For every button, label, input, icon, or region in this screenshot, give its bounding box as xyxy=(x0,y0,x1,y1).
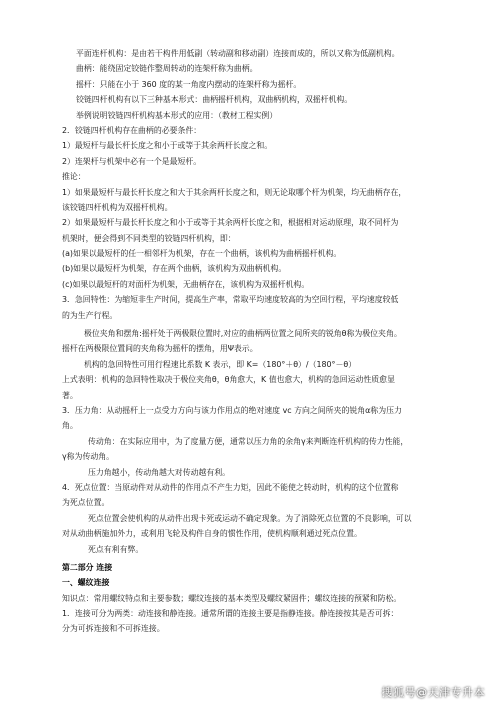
text-line: γ称为传动角。 xyxy=(62,452,115,462)
text-line: 该铰链四杆机构为双摇杆机构。 xyxy=(62,202,173,212)
text-line: 举例说明铰链四杆机构基本形式的应用：（教材工程实例） xyxy=(76,110,278,120)
text-line: 3．急回特性：为缩短非生产时间，提高生产率，常取平均速度较高的为空回行程，平均速度较低 xyxy=(62,295,399,305)
text-line: 3．压力角：从动摇杆上一点受力方向与该力作用点的绝对速度 vc 方向之间所夹的锐角α称为压力 xyxy=(62,405,402,415)
text-line: 死点有利有弊。 xyxy=(88,544,144,554)
text-line: 平面连杆机构：是由若干构件用低副（转动副和移动副）连接而成的，所以又称为低副机构。 xyxy=(76,49,400,58)
text-line: 死点位置会使机构的从动件出现卡死或运动不确定现象。为了消除死点位置的不良影响，可以 xyxy=(88,513,412,523)
text-line: 推论： xyxy=(62,172,86,182)
text-line: 摇杆在两极限位置间的夹角称为摇杆的摆角，用Ψ表示。 xyxy=(62,344,258,354)
text-line: 1）如果最短杆与最长杆长度之和大于其余两杆长度之和，则无论取哪个杆为机架，均无曲柄存在， xyxy=(62,187,407,197)
text-line: 铰链四杆机构有以下三种基本形式：曲柄摇杆机构，双曲柄机构，双摇杆机构。 xyxy=(76,95,353,105)
text-line: 传动角：在实际应用中，为了度量方便，通常以压力角的余角γ来判断连杆机构的传力性能， xyxy=(88,436,409,446)
text-line: 2）如果最短杆与最长杆长度之和小于或等于其余两杆长度之和，根据相对运动原理，取不同杆为 xyxy=(62,218,399,228)
text-line: 机架时，便会得到不同类型的铰链四杆机构，即： xyxy=(62,233,236,243)
section-heading: 第二部分 连接 xyxy=(62,562,113,572)
text-line: 上式表明：机构的急回特性取决于极位夹角θ，θ角愈大，K 值也愈大，机构的急回运动性质愈显 xyxy=(62,375,395,385)
text-line: 摇杆：只能在小于 360 度的某一角度内摆动的连架杆称为摇杆。 xyxy=(76,79,302,89)
text-line: 对从动曲柄施加外力，或利用飞轮及构件自身的惯性作用，使机构顺利通过死点位置。 xyxy=(62,529,362,539)
text-line: 的为生产行程。 xyxy=(62,310,118,320)
text-line: 2）连架杆与机架中必有一个是最短杆。 xyxy=(62,156,202,166)
text-line: 知识点：常用螺纹特点和主要参数；螺纹连接的基本类型及螺纹紧固件；螺纹连接的预紧和防松。 xyxy=(62,593,402,603)
subsection-heading: 一、螺纹连接 xyxy=(62,578,110,588)
text-line: 著。 xyxy=(62,390,78,400)
text-line: 极位夹角和摆角:摇杆处于两极限位置时,对应的曲柄两位置之间所夹的锐角θ称为极位夹角。 xyxy=(84,329,402,339)
text-line: 分为可拆连接和不可拆连接。 xyxy=(62,624,165,634)
text-line: 压力角越小，传动角越大对传动越有利。 xyxy=(88,467,231,477)
text-line: 机构的急回特性可用行程速比系数 K 表示，即 K=（180°＋θ）/（180°－θ） xyxy=(84,359,357,369)
text-line: 角。 xyxy=(62,421,78,431)
watermark: 搜狐号@天津专升本 xyxy=(381,685,485,699)
text-line: 4．死点位置：当原动件对从动件的作用点不产生力矩，因此不能使之转动时，机构的这个位置称 xyxy=(62,482,399,492)
text-line: 2．铰链四杆机构存在曲柄的必要条件： xyxy=(62,125,202,135)
text-line: 为死点位置。 xyxy=(62,498,110,508)
text-line: (b)如果以最短杆为机架，存在两个曲柄，该机构为双曲柄机构。 xyxy=(62,264,287,274)
text-line: 曲柄：能绕固定铰链作整周转动的连架杆称为曲柄。 xyxy=(76,64,258,74)
document-body xyxy=(62,46,442,637)
text-line: (a)如果以最短杆的任一相邻杆为机架，存在一个曲柄，该机构为曲柄摇杆机构。 xyxy=(62,249,342,259)
text-line: 1）最短杆与最长杆长度之和小于或等于其余两杆长度之和。 xyxy=(62,141,273,151)
text-line: (c)如果以最短杆的对面杆为机架，无曲柄存在，该机构为双摇杆机构。 xyxy=(62,279,310,289)
text-line: 1．连接可分为两类：动连接和静连接。通常所谓的连接主要是指静连接。静连接按其是否可拆： xyxy=(62,609,399,619)
